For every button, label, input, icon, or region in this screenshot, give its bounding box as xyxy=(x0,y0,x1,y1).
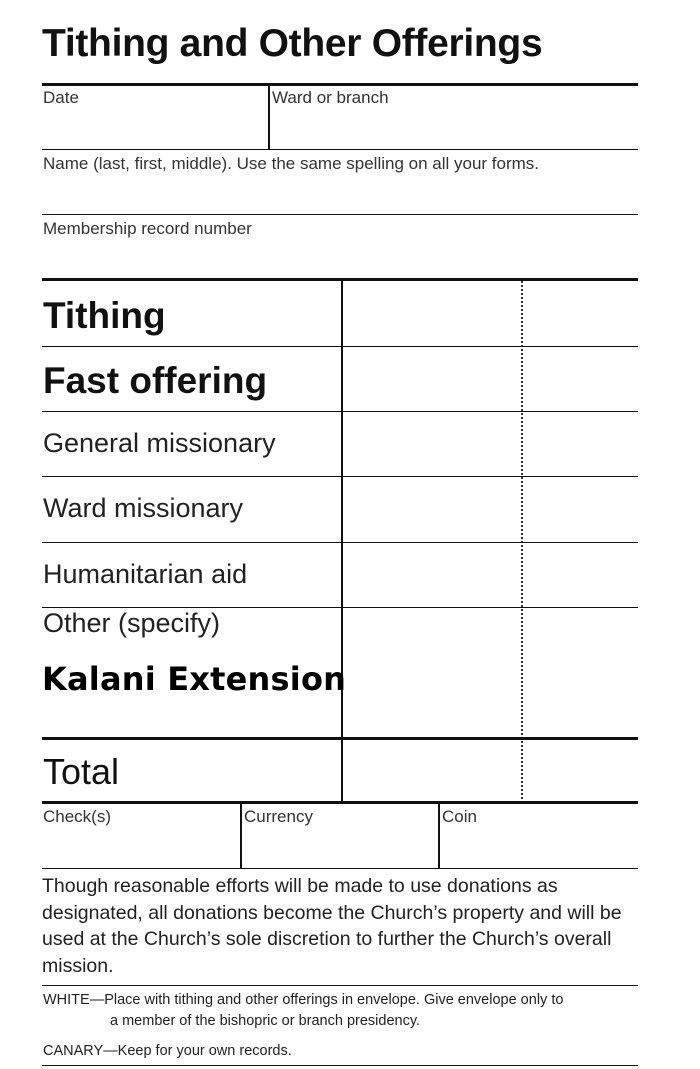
date-field[interactable] xyxy=(42,108,266,148)
payment-rule xyxy=(42,868,638,869)
other-specified-entry[interactable]: Kalani Extension xyxy=(42,660,347,698)
coin-field[interactable] xyxy=(442,830,636,866)
total-label: Total xyxy=(43,751,120,792)
record-number-label: Membership record number xyxy=(43,219,252,238)
fast-offering-cents-field[interactable] xyxy=(525,348,636,410)
white-copy-instruction-continued: a member of the bishopric or branch presidency. xyxy=(110,1013,421,1029)
tithing-dollars-field[interactable] xyxy=(344,283,519,345)
row-rule xyxy=(42,542,638,543)
general-missionary-cents-field[interactable] xyxy=(525,413,636,475)
date-label: Date xyxy=(43,88,79,107)
disclaimer-text: Though reasonable efforts will be made to use donations as designated, all donations become the Church’s property and will be used at the Church’s sole discretion to further the Church’s overall mission. xyxy=(42,875,622,977)
humanitarian-aid-cents-field[interactable] xyxy=(525,544,636,606)
table-top-rule xyxy=(42,278,638,281)
row-label-general-missionary: General missionary xyxy=(43,428,276,458)
canary-copy-instruction: CANARY—Keep for your own records. xyxy=(43,1043,292,1059)
checks-field[interactable] xyxy=(42,830,238,866)
currency-label: Currency xyxy=(244,807,313,826)
form-title: Tithing and Other Offerings xyxy=(42,22,543,65)
row-label-other-specify: Other (specify) xyxy=(43,608,221,638)
row-rule xyxy=(42,476,638,477)
title-rule xyxy=(42,83,638,86)
other-dollars-field[interactable] xyxy=(344,609,519,735)
white-copy-instruction: WHITE—Place with tithing and other offerings in envelope. Give envelope only to xyxy=(43,992,564,1008)
ward-label: Ward or branch xyxy=(272,88,389,107)
fast-offering-dollars-field[interactable] xyxy=(344,348,519,410)
bottom-rule xyxy=(42,1065,638,1066)
payment-divider xyxy=(438,804,440,868)
general-missionary-dollars-field[interactable] xyxy=(344,413,519,475)
row-label-humanitarian-aid: Humanitarian aid xyxy=(43,559,248,589)
ward-missionary-cents-field[interactable] xyxy=(525,478,636,540)
row-label-ward-missionary: Ward missionary xyxy=(43,493,244,523)
ward-field[interactable] xyxy=(272,108,636,148)
disclaimer-rule xyxy=(42,985,638,986)
other-cents-field[interactable] xyxy=(525,609,636,735)
payment-divider xyxy=(240,804,242,868)
name-rule xyxy=(42,214,638,215)
humanitarian-aid-dollars-field[interactable] xyxy=(344,544,519,606)
total-dollars-field[interactable] xyxy=(344,741,519,801)
currency-field[interactable] xyxy=(244,830,436,866)
name-field[interactable] xyxy=(42,176,636,212)
total-top-rule xyxy=(42,737,638,740)
tithing-cents-field[interactable] xyxy=(525,283,636,345)
coin-label: Coin xyxy=(442,807,477,826)
checks-label: Check(s) xyxy=(43,807,112,826)
row-label-fast-offering: Fast offering xyxy=(43,360,268,401)
row-label-tithing: Tithing xyxy=(43,295,166,336)
total-bottom-rule xyxy=(42,801,638,804)
ward-missionary-dollars-field[interactable] xyxy=(344,478,519,540)
row-rule xyxy=(42,346,638,347)
total-cents-field[interactable] xyxy=(525,741,636,801)
record-number-field[interactable] xyxy=(42,242,636,276)
date-rule xyxy=(42,149,638,150)
name-label: Name (last, first, middle). Use the same spelling on all your forms. xyxy=(43,154,540,173)
row-rule xyxy=(42,411,638,412)
date-ward-divider xyxy=(268,85,270,150)
